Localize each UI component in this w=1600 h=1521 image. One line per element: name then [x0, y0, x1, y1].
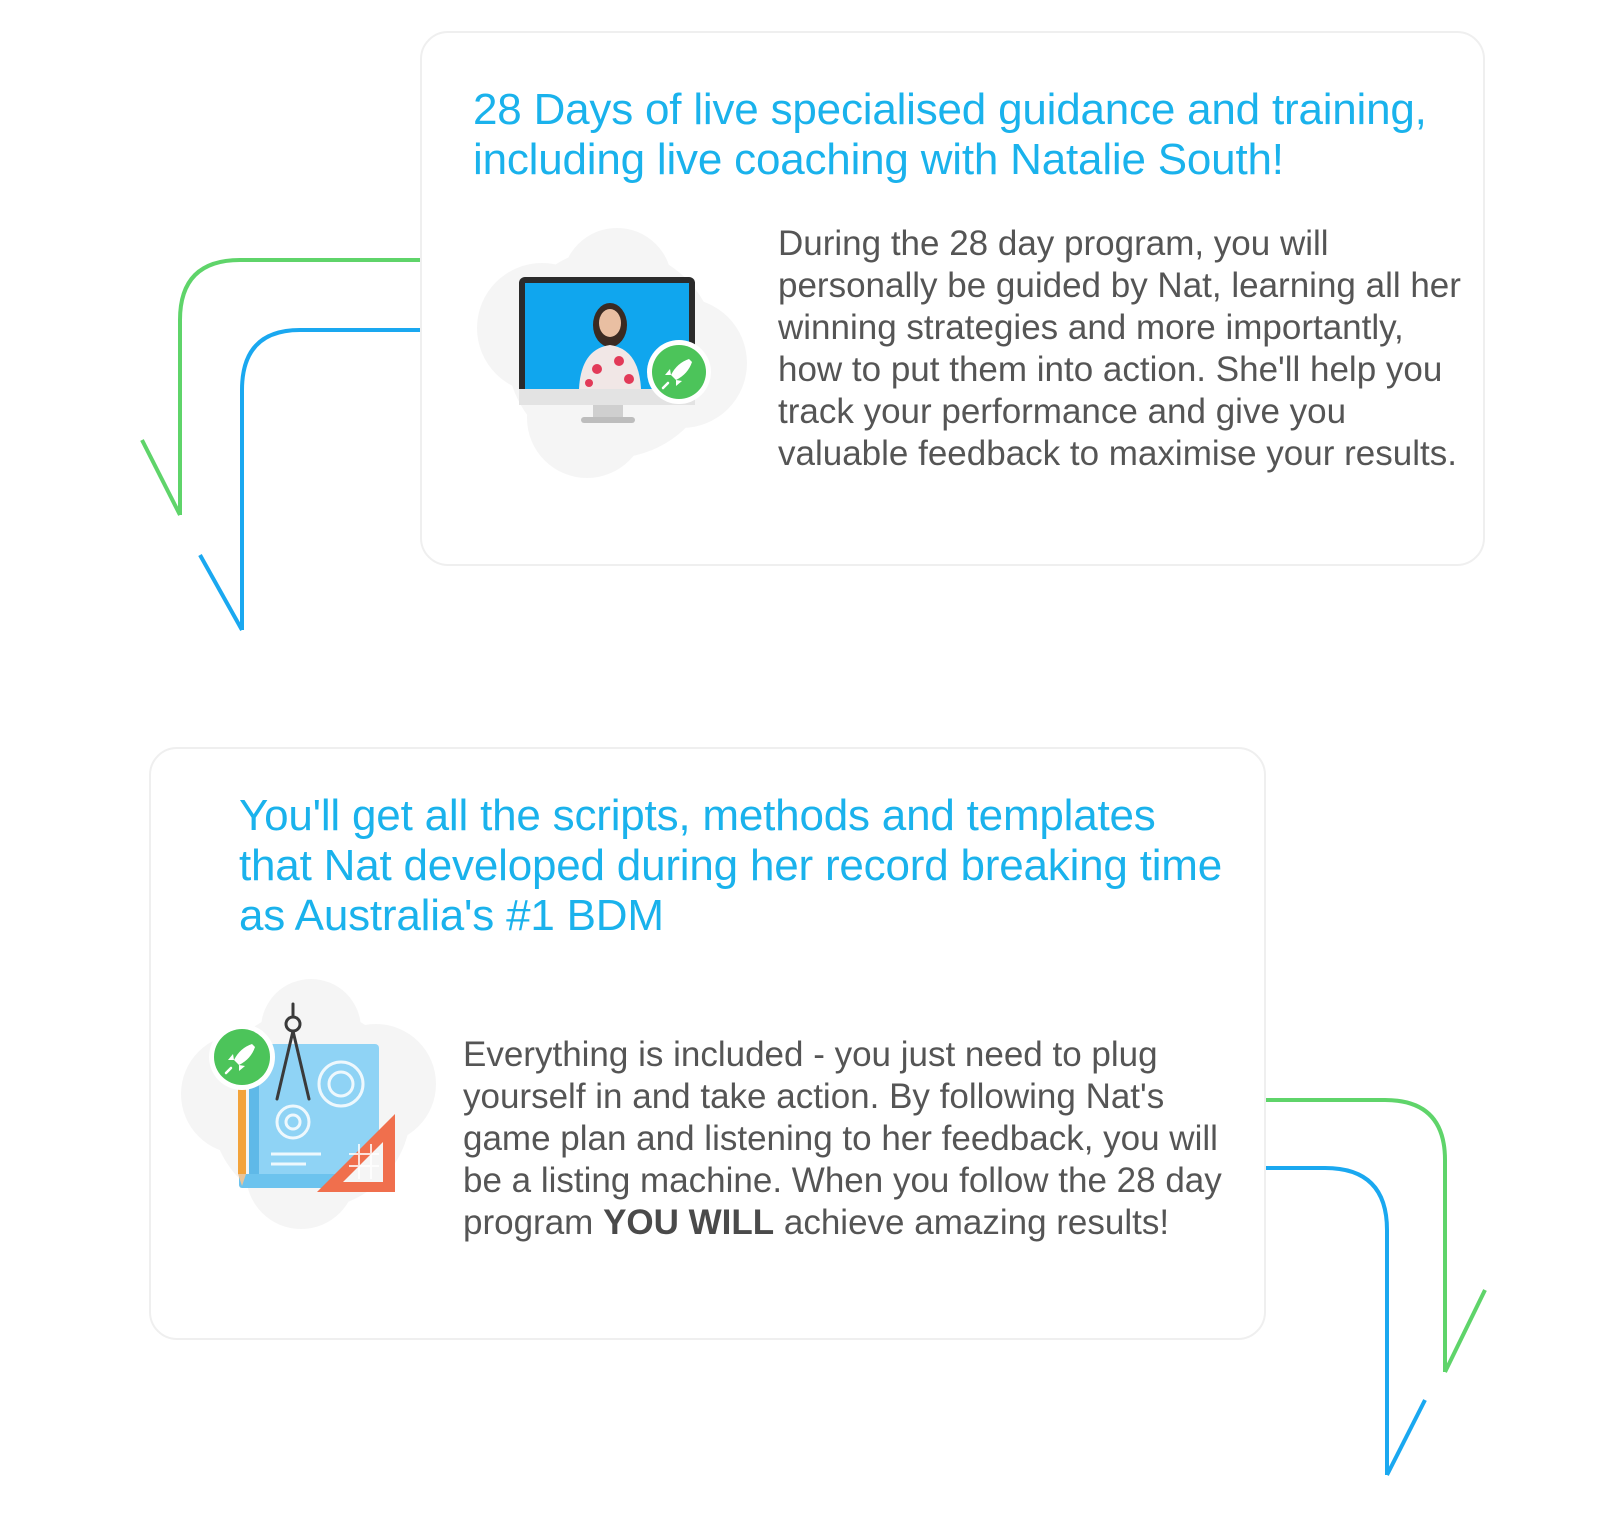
body-text-part: Everything is included - you just need to plug yourself in and take action. By following Nat's game plan and listening to her feedback, you will be a listing machine. When you follow the 28 day program: [463, 1035, 1222, 1242]
card-title: You'll get all the scripts, methods and templates that Nat developed during her record breaking time as Australia's #1 BDM: [239, 791, 1223, 940]
body-emphasis: YOU WILL: [603, 1203, 775, 1242]
blue-arrow-head: [200, 555, 242, 630]
green-arrow-head: [1445, 1290, 1485, 1372]
feature-card-coaching: [420, 31, 1485, 566]
rocket-icon: [209, 1024, 275, 1090]
body-text-part: achieve amazing results!: [774, 1203, 1170, 1242]
green-arrow-line: [180, 260, 420, 515]
flow-arrows-right: [1265, 1090, 1505, 1490]
blue-arrow-line: [1265, 1168, 1387, 1475]
blueprint-tools-icon: [181, 974, 441, 1234]
card-body-text: [463, 1034, 1253, 1244]
card-title: 28 Days of live specialised guidance and training, including live coaching with Natalie South!: [473, 85, 1427, 184]
flow-arrows-left: [130, 250, 430, 640]
feature-card-scripts: [149, 747, 1266, 1340]
monitor-video-call-icon: [467, 213, 757, 483]
blue-arrow-line: [242, 330, 420, 630]
blue-arrow-head: [1387, 1400, 1425, 1475]
green-arrow-head: [142, 440, 180, 515]
rocket-icon: [647, 340, 711, 404]
green-arrow-line: [1265, 1100, 1445, 1372]
card-body-text: During the 28 day program, you will personally be guided by Nat, learning all her winning strategies and more importantly, how to put them into action. She'll help you track your performance and give you valuable feedback to maximise your results.: [778, 224, 1461, 473]
